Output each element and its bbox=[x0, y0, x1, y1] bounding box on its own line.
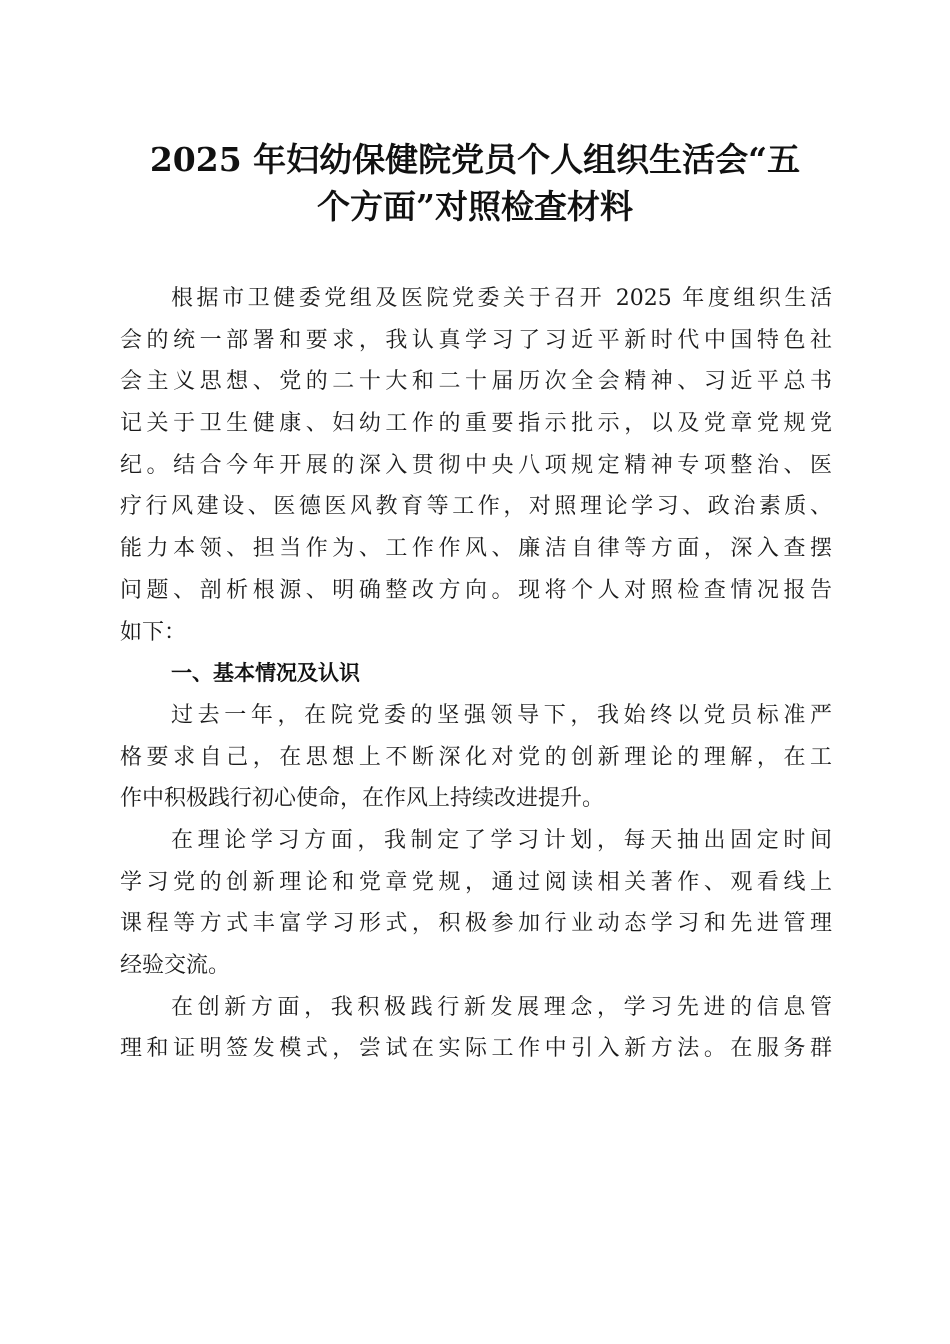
paragraph-line: 在理论学习方面，我制定了学习计划，每天抽出固定时间 bbox=[171, 827, 832, 853]
section-heading: 一、基本情况及认识 bbox=[171, 661, 360, 686]
document-title bbox=[120, 136, 830, 230]
paragraph-line: 会主义思想、党的二十大和二十届历次全会精神、习近平总书 bbox=[120, 369, 832, 395]
paragraph-line: 问题、剖析根源、明确整改方向。现将个人对照检查情况报告 bbox=[120, 577, 832, 603]
paragraph-line: 理和证明签发模式，尝试在实际工作中引入新方法。在服务群 bbox=[120, 1036, 832, 1062]
paragraph-line: 能力本领、担当作为、工作作风、廉洁自律等方面，深入查摆 bbox=[120, 536, 832, 562]
paragraph-line: 纪。结合今年开展的深入贯彻中央八项规定精神专项整治、医 bbox=[120, 452, 832, 478]
paragraph-line: 课程等方式丰富学习形式，积极参加行业动态学习和先进管理 bbox=[120, 911, 832, 937]
paragraph-line: 经验交流。 bbox=[120, 953, 231, 978]
document-body bbox=[120, 278, 832, 1070]
paragraph-line: 会的统一部署和要求，我认真学习了习近平新时代中国特色社 bbox=[120, 327, 832, 353]
paragraph-line: 如下： bbox=[120, 619, 187, 645]
paragraph-line: 学习党的创新理论和党章党规，通过阅读相关著作、观看线上 bbox=[120, 869, 832, 895]
paragraph-line: 根据市卫健委党组及医院党委关于召开 2025 年度组织生活 bbox=[171, 286, 832, 311]
paragraph-line: 疗行风建设、医德医风教育等工作，对照理论学习、政治素质、 bbox=[120, 494, 832, 520]
title-line: 个方面”对照检查材料 bbox=[317, 187, 633, 226]
paragraph-line: 作中积极践行初心使命，在作风上持续改进提升。 bbox=[120, 786, 605, 812]
paragraph-line: 记关于卫生健康、妇幼工作的重要指示批示，以及党章党规党 bbox=[120, 411, 832, 437]
paragraph-line: 格要求自己，在思想上不断深化对党的创新理论的理解，在工 bbox=[120, 744, 832, 770]
paragraph-line: 在创新方面，我积极践行新发展理念，学习先进的信息管 bbox=[171, 994, 832, 1020]
paragraph-line: 过去一年，在院党委的坚强领导下，我始终以党员标准严 bbox=[171, 702, 832, 728]
title-line: 2025 年妇幼保健院党员个人组织生活会“五 bbox=[149, 140, 801, 179]
